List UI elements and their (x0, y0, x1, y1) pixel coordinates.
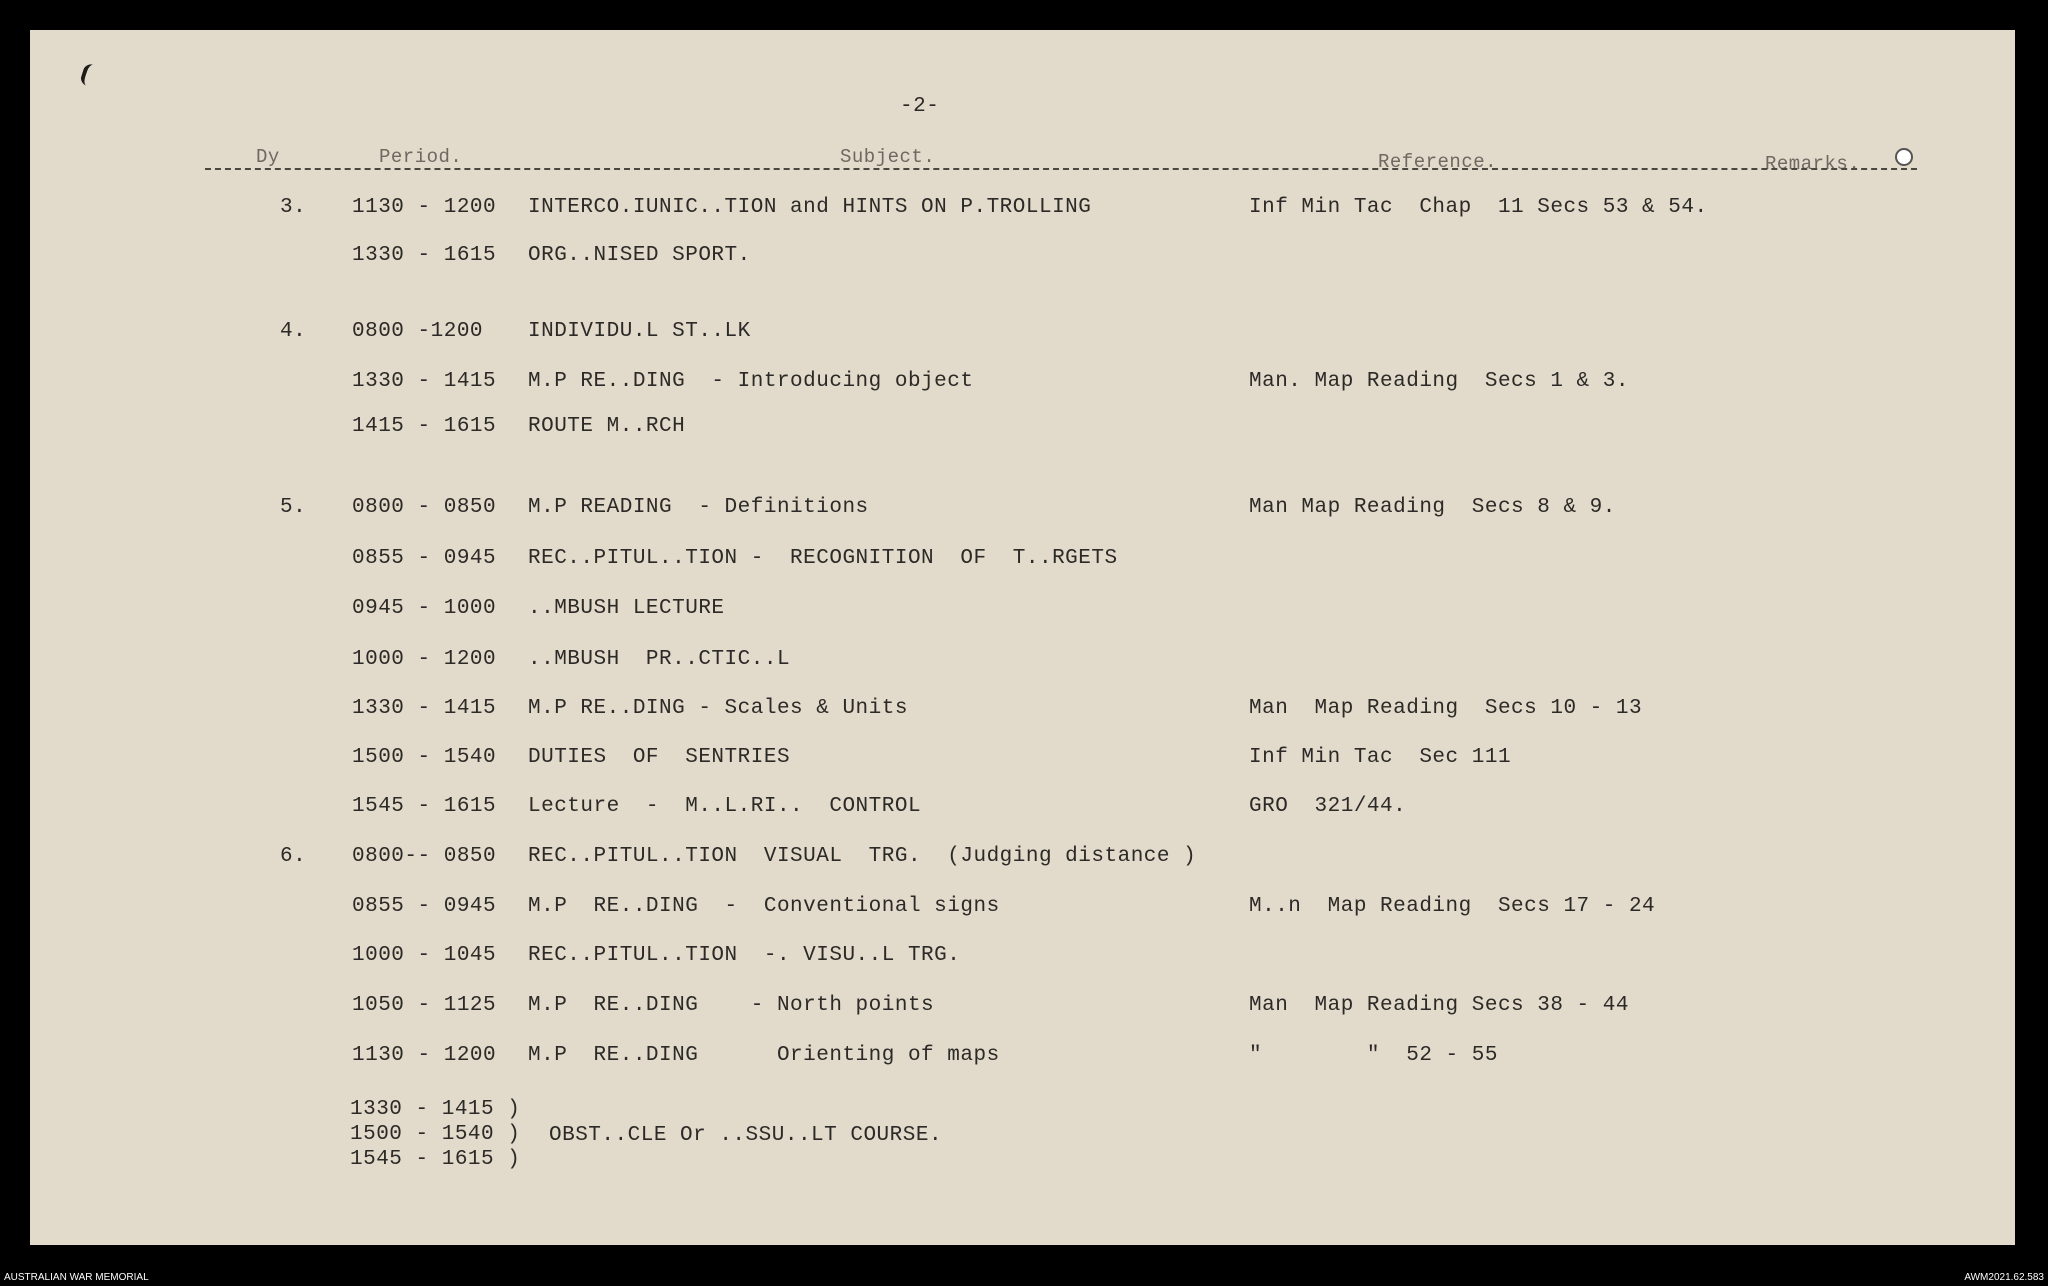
row-period: 0945 - 1000 (352, 597, 497, 620)
row-subject: M.P READING - Definitions (528, 496, 869, 519)
header-period: Period. (379, 146, 463, 168)
row-day: 6. (280, 845, 307, 868)
row-reference: Man Map Reading Secs 38 - 44 (1249, 994, 1629, 1017)
header-remarks: Remarks. (1765, 153, 1861, 175)
row-reference: " " 52 - 55 (1249, 1044, 1498, 1067)
row-subject: INTERCO.IUNIC..TION and HINTS ON P.TROLLING (528, 196, 1092, 219)
header-rule (205, 168, 1917, 170)
row-period: 0800-- 0850 (352, 845, 497, 868)
row-subject: REC..PITUL..TION -. VISU..L TRG. (528, 944, 961, 967)
row-period: 0855 - 0945 (352, 895, 497, 918)
row-period: 0800 - 0850 (352, 496, 497, 519)
page-number: -2- (900, 95, 940, 118)
final-period-3: 1545 - 1615 ) (350, 1148, 521, 1171)
row-period: 0855 - 0945 (352, 547, 497, 570)
row-subject: M.P RE..DING - Introducing object (528, 370, 974, 393)
row-subject: REC..PITUL..TION - RECOGNITION OF T..RGETS (528, 547, 1118, 570)
row-period: 1000 - 1045 (352, 944, 497, 967)
row-period: 1050 - 1125 (352, 994, 497, 1017)
row-reference: M..n Map Reading Secs 17 - 24 (1249, 895, 1656, 918)
final-subject: OBST..CLE Or ..SSU..LT COURSE. (549, 1124, 943, 1147)
row-period: 1500 - 1540 (352, 746, 497, 769)
punch-hole (1895, 148, 1913, 166)
footer-left: AUSTRALIAN WAR MEMORIAL (4, 1272, 149, 1283)
header-subject: Subject. (840, 146, 936, 168)
row-reference: Man Map Reading Secs 10 - 13 (1249, 697, 1643, 720)
row-subject: M.P RE..DING - North points (528, 994, 935, 1017)
row-subject: ROUTE M..RCH (528, 415, 686, 438)
row-subject: REC..PITUL..TION VISUAL TRG. (Judging distance ) (528, 845, 1197, 868)
row-period: 1330 - 1415 (352, 370, 497, 393)
row-subject: ORG..NISED SPORT. (528, 244, 751, 267)
row-reference: Man Map Reading Secs 8 & 9. (1249, 496, 1616, 519)
row-period: 0800 -1200 (352, 320, 484, 343)
row-day: 5. (280, 496, 307, 519)
row-reference: Inf Min Tac Chap 11 Secs 53 & 54. (1249, 196, 1708, 219)
header-reference: Reference. (1378, 151, 1498, 173)
row-subject: M.P RE..DING - Conventional signs (528, 895, 1000, 918)
row-period: 1545 - 1615 (352, 795, 497, 818)
row-period: 1415 - 1615 (352, 415, 497, 438)
row-reference: Inf Min Tac Sec 111 (1249, 746, 1512, 769)
row-day: 4. (280, 320, 307, 343)
row-period: 1330 - 1615 (352, 244, 497, 267)
header-day: Dy (256, 146, 280, 168)
row-subject: INDIVIDU.L ST..LK (528, 320, 751, 343)
row-subject: Lecture - M..L.RI.. CONTROL (528, 795, 922, 818)
row-period: 1130 - 1200 (352, 1044, 497, 1067)
row-reference: GRO 321/44. (1249, 795, 1407, 818)
row-subject: M.P RE..DING Orienting of maps (528, 1044, 1000, 1067)
row-period: 1000 - 1200 (352, 648, 497, 671)
row-reference: Man. Map Reading Secs 1 & 3. (1249, 370, 1629, 393)
row-subject: DUTIES OF SENTRIES (528, 746, 791, 769)
footer-right: AWM2021.62.583 (1964, 1272, 2044, 1283)
final-period-2: 1500 - 1540 ) (350, 1123, 521, 1146)
row-period: 1330 - 1415 (352, 697, 497, 720)
row-subject: M.P RE..DING - Scales & Units (528, 697, 908, 720)
row-period: 1130 - 1200 (352, 196, 497, 219)
row-subject: ..MBUSH PR..CTIC..L (528, 648, 791, 671)
final-period-1: 1330 - 1415 ) (350, 1098, 521, 1121)
row-day: 3. (280, 196, 307, 219)
row-subject: ..MBUSH LECTURE (528, 597, 725, 620)
